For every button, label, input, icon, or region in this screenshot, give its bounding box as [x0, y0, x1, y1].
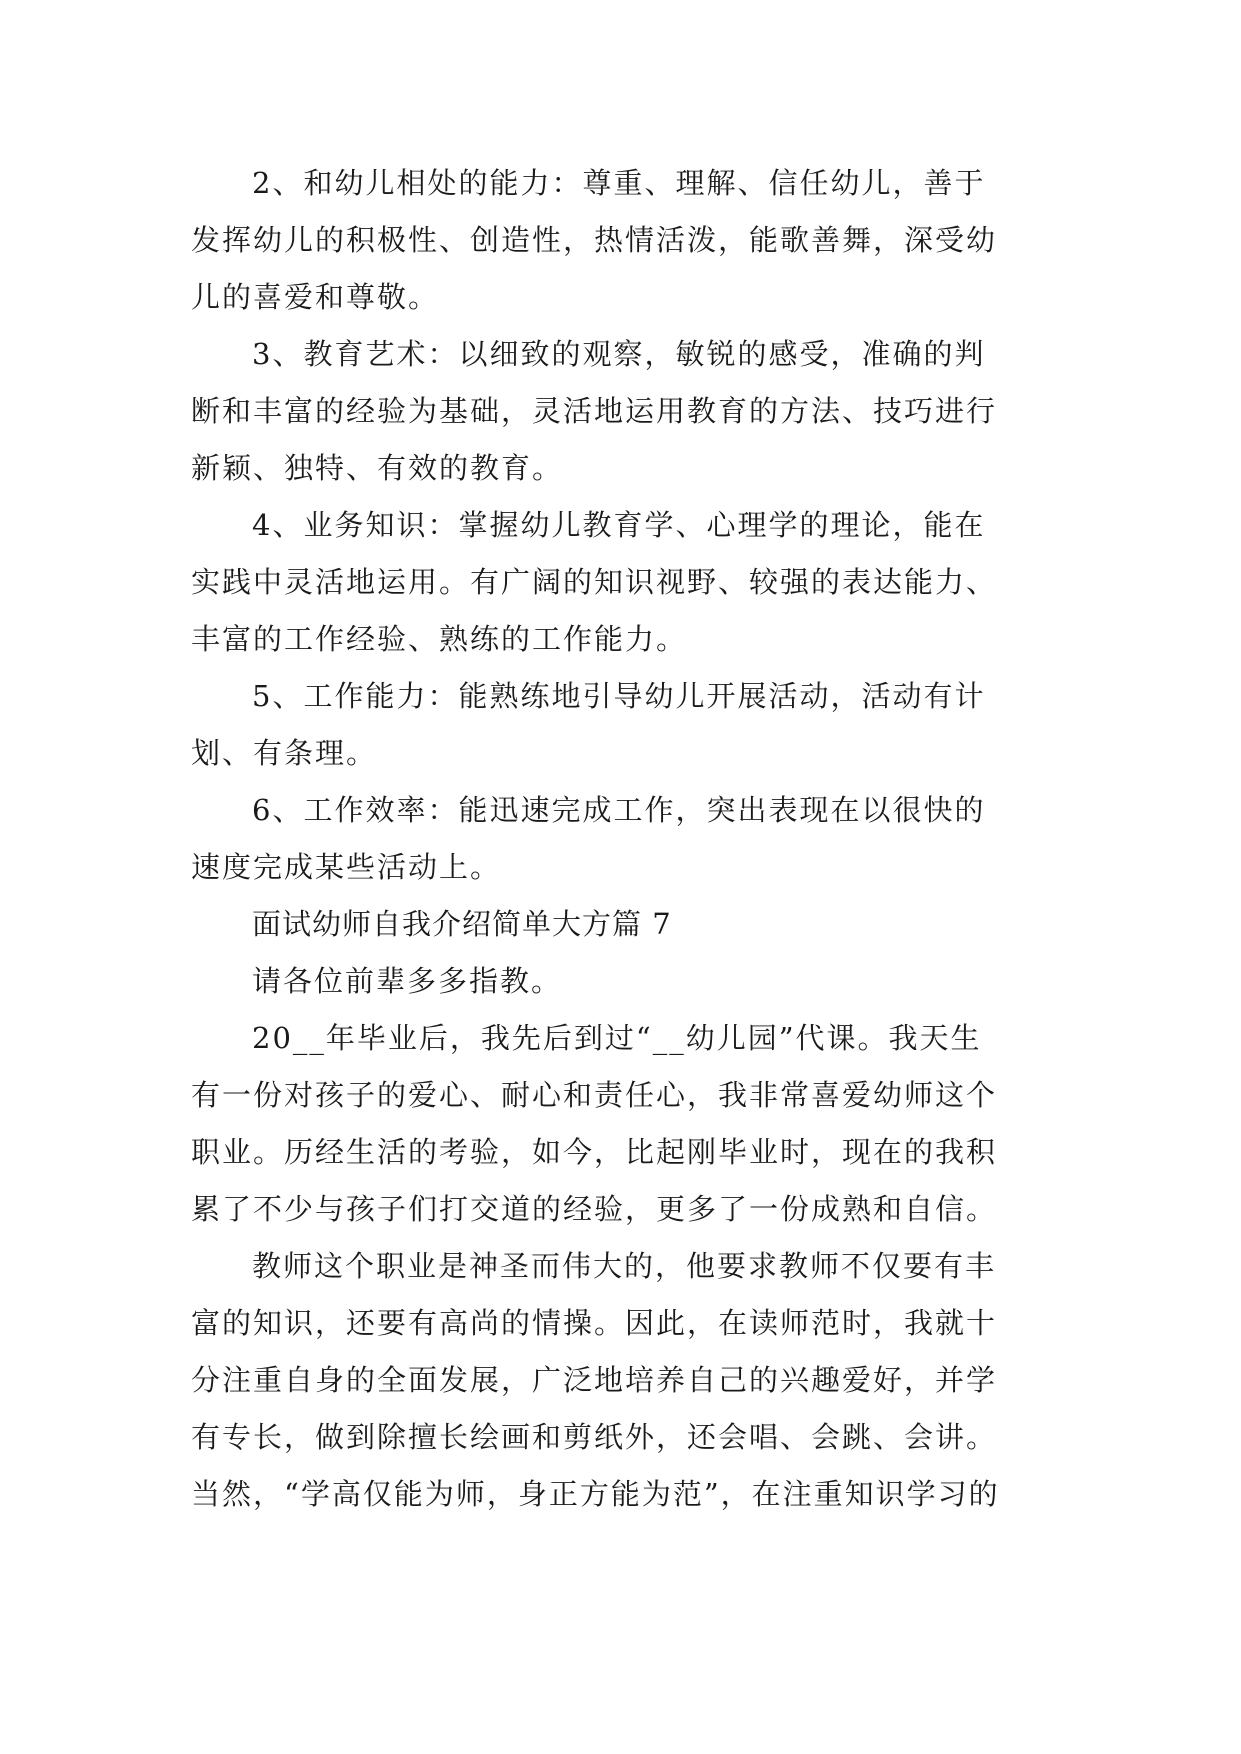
intro-line: 请各位前辈多多指教。: [252, 964, 563, 998]
paragraph-2-line-3: 儿的喜爱和尊敬。: [191, 280, 440, 314]
paragraph-6-line-2: 速度完成某些活动上。: [191, 850, 502, 884]
paragraph-4-line-1: 4、业务知识：掌握幼儿教育学、心理学的理论，能在: [252, 508, 986, 542]
paragraph-5-line-1: 5、工作能力：能熟练地引导幼儿开展活动，活动有计: [252, 679, 986, 713]
paragraph-3-line-2: 断和丰富的经验为基础，灵活地运用教育的方法、技巧进行: [191, 394, 998, 428]
paragraph-5-line-2: 划、有条理。: [191, 736, 378, 770]
paragraph-teacher-line-5: 当然，“学高仅能为师，身正方能为范”，在注重知识学习的: [191, 1477, 1000, 1511]
paragraph-graduation-line-2: 有一份对孩子的爱心、耐心和责任心，我非常喜爱幼师这个: [191, 1078, 998, 1112]
section-heading: 面试幼师自我介绍简单大方篇 7: [252, 907, 672, 941]
paragraph-3-line-1: 3、教育艺术：以细致的观察，敏锐的感受，准确的判: [252, 337, 986, 371]
paragraph-2-line-1: 2、和幼儿相处的能力：尊重、理解、信任幼儿，善于: [252, 166, 986, 200]
paragraph-graduation-line-4: 累了不少与孩子们打交道的经验，更多了一份成熟和自信。: [191, 1192, 998, 1226]
paragraph-6-line-1: 6、工作效率：能迅速完成工作，突出表现在以很快的: [252, 793, 986, 827]
paragraph-teacher-line-2: 富的知识，还要有高尚的情操。因此，在读师范时，我就十: [191, 1306, 998, 1340]
paragraph-2-line-2: 发挥幼儿的积极性、创造性，热情活泼，能歌善舞，深受幼: [191, 223, 998, 257]
paragraph-teacher-line-1: 教师这个职业是神圣而伟大的，他要求教师不仅要有丰: [252, 1249, 997, 1283]
paragraph-4-line-2: 实践中灵活地运用。有广阔的知识视野、较强的表达能力、: [191, 565, 998, 599]
paragraph-graduation-line-1: 20__年毕业后，我先后到过“__幼儿园”代课。我天生: [252, 1021, 982, 1055]
paragraph-teacher-line-4: 有专长，做到除擅长绘画和剪纸外，还会唱、会跳、会讲。: [191, 1420, 998, 1454]
paragraph-4-line-3: 丰富的工作经验、熟练的工作能力。: [191, 622, 688, 656]
paragraph-3-line-3: 新颖、独特、有效的教育。: [191, 451, 564, 485]
paragraph-teacher-line-3: 分注重自身的全面发展，广泛地培养自己的兴趣爱好，并学: [191, 1363, 998, 1397]
paragraph-graduation-line-3: 职业。历经生活的考验，如今，比起刚毕业时，现在的我积: [191, 1135, 998, 1169]
